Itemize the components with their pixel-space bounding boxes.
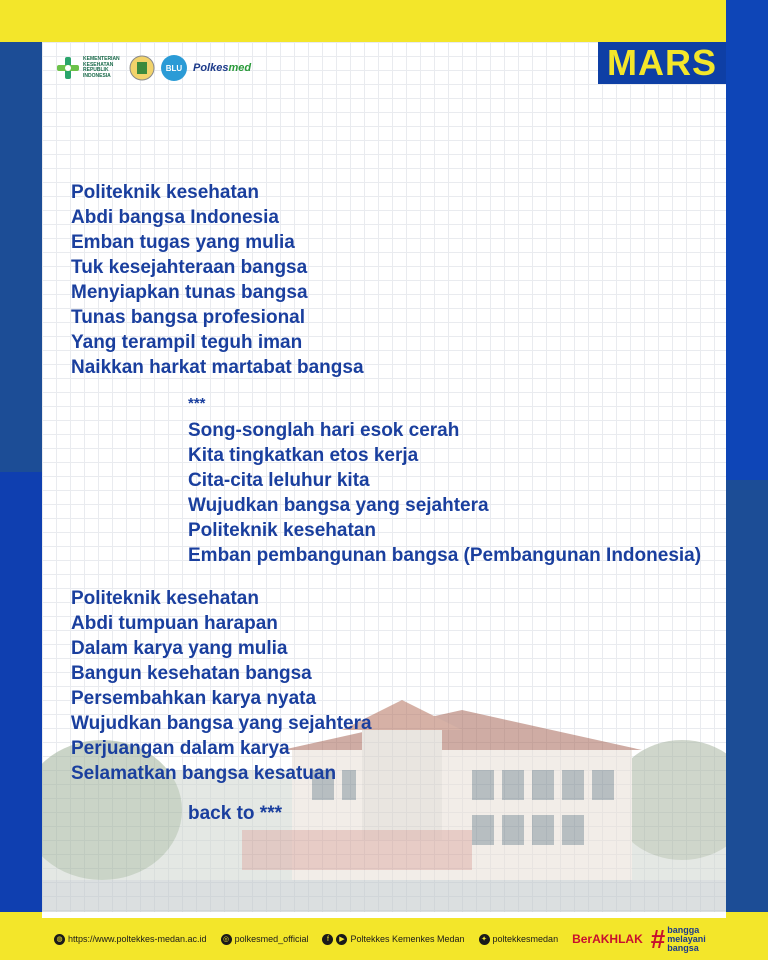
lyric-line: Song-songlah hari esok cerah (188, 420, 460, 441)
lyric-line: Politeknik kesehatan (71, 182, 259, 203)
footer-facebook[interactable] (322, 934, 464, 945)
lyric-line: Emban tugas yang mulia (71, 232, 295, 253)
refrain-marker: *** (188, 395, 206, 412)
header-logos (56, 50, 251, 86)
bangga-melayani-logo (650, 923, 706, 954)
lyric-line: Selamatkan bangsa kesatuan (71, 763, 337, 784)
globe-icon: ◍ (54, 934, 65, 945)
lyric-line: Tuk kesejahteraan bangsa (71, 257, 308, 278)
emblem-icon (129, 55, 155, 81)
lyric-line: Naikkan harkat martabat bangsa (71, 357, 364, 378)
top-yellow-bar (0, 0, 768, 42)
footer-website[interactable] (54, 934, 207, 945)
stanza-1 (71, 180, 364, 380)
kemenkes-text: KEMENTERIAN KESEHATAN REPUBLIK INDONESIA (83, 56, 120, 79)
lyric-line: Perjuangan dalam karya (71, 738, 290, 759)
kemenkes-logo (56, 56, 123, 80)
footer-right-band (726, 912, 768, 960)
lyric-line: Yang terampil teguh iman (71, 332, 303, 353)
lyric-line: Abdi bangsa Indonesia (71, 207, 279, 228)
right-blue-band-lower (726, 480, 768, 912)
footer-twitter[interactable] (479, 934, 559, 945)
stanza-3 (71, 586, 372, 786)
facebook-icon: f (322, 934, 333, 945)
lyric-line: Wujudkan bangsa yang sejahtera (71, 713, 372, 734)
lyric-line: Politeknik kesehatan (188, 520, 376, 541)
lyric-line: Wujudkan bangsa yang sejahtera (188, 495, 489, 516)
bangga-line: melayani (667, 933, 706, 944)
lyric-line: Abdi tumpuan harapan (71, 613, 278, 634)
kemenkes-icon (56, 56, 80, 80)
lyric-line: Emban pembangunan bangsa (Pembangunan Indonesia) (188, 545, 702, 566)
mars-title-tag: MARS (598, 42, 726, 84)
twitter-text: poltekkesmedan (492, 934, 559, 944)
footer-left-band (0, 912, 42, 960)
lyric-line: Persembahkan karya nyata (71, 688, 317, 709)
footer-instagram[interactable] (221, 934, 309, 945)
lyric-line: Cita-cita leluhur kita (188, 470, 370, 491)
hash-icon: # (650, 923, 666, 954)
lyric-line: Dalam karya yang mulia (71, 638, 288, 659)
polkes-prefix: Polkes (193, 62, 229, 74)
right-blue-band (726, 0, 768, 480)
twitter-icon: ✦ (479, 934, 490, 945)
back-to-refrain: back to *** (188, 803, 282, 824)
bangga-line: bangsa (667, 942, 699, 953)
lyric-line: Menyiapkan tunas bangsa (71, 282, 308, 303)
youtube-icon: ▶ (336, 934, 347, 945)
facebook-text: Poltekkes Kemenkes Medan (350, 934, 465, 944)
stanza-2 (188, 395, 701, 568)
bangga-line: bangga (667, 924, 700, 935)
website-text: https://www.poltekkes-medan.ac.id (68, 934, 207, 944)
lyric-line: Kita tingkatkan etos kerja (188, 445, 419, 466)
left-blue-band (0, 42, 42, 472)
left-blue-band-lower (0, 472, 42, 912)
polkesmed-logo (193, 62, 251, 74)
blu-logo: BLU (161, 55, 187, 81)
polkes-suffix: med (228, 62, 252, 74)
berakhlak-logo: BerAKHLAK (572, 932, 643, 946)
lyric-line: Politeknik kesehatan (71, 588, 259, 609)
instagram-icon: ◎ (221, 934, 232, 945)
lyric-line: Bangun kesehatan bangsa (71, 663, 312, 684)
instagram-text: polkesmed_official (234, 934, 309, 944)
footer (42, 918, 726, 960)
lyric-line: Tunas bangsa profesional (71, 307, 306, 328)
